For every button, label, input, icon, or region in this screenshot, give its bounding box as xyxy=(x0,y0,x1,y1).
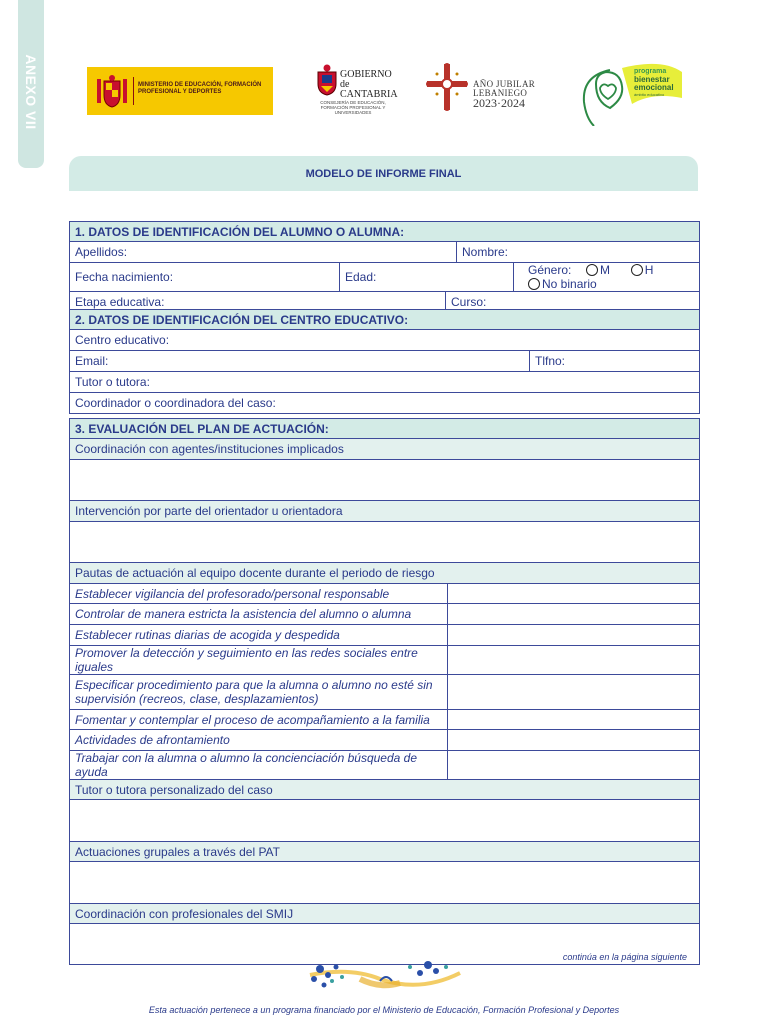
radio-h-label: H xyxy=(644,263,654,277)
document-title: MODELO DE INFORME FINAL xyxy=(69,156,698,191)
row-centro xyxy=(70,330,700,351)
row-coordinacion-answer xyxy=(70,460,700,501)
nombre-field[interactable]: Nombre: xyxy=(457,242,700,263)
bienestar-heart-head-icon xyxy=(582,60,682,126)
section-2-table xyxy=(69,309,700,414)
pauta-row xyxy=(70,675,700,710)
pauta-item: Establecer vigilancia del profesorado/personal responsable xyxy=(70,584,448,604)
programa-word: programa xyxy=(634,68,667,75)
row-pautas-header xyxy=(70,563,700,584)
row-intervencion-header xyxy=(70,501,700,522)
anexo-label: ANEXO VII xyxy=(23,54,39,130)
centro-educativo-field[interactable]: Centro educativo: xyxy=(70,330,700,351)
row-email xyxy=(70,351,700,372)
pauta-item: Trabajar con la alumna o alumno la concienciación búsqueda de ayuda xyxy=(70,751,448,780)
ministerio-name: MINISTERIO DE EDUCACIÓN, FORMACIÓN PROFESIONAL Y DEPORTES xyxy=(138,82,262,95)
pauta-row xyxy=(70,584,700,604)
row-smij-header xyxy=(70,904,700,924)
ambito-educativo-text: ámbito educativo xyxy=(634,92,665,97)
intervencion-orientador-answer[interactable] xyxy=(70,522,700,563)
row-fecha xyxy=(70,263,700,292)
pauta-item: Promover la detección y seguimiento en las redes sociales entre iguales xyxy=(70,646,448,675)
continua-note: continúa en la página siguiente xyxy=(562,952,687,962)
apellidos-field[interactable]: Apellidos: xyxy=(70,242,457,263)
radio-m-label: M xyxy=(600,263,611,277)
cantabria-name-line-3: CANTABRIA xyxy=(340,89,398,100)
section-2-header: 2. DATOS DE IDENTIFICACIÓN DEL CENTRO EDUCATIVO: xyxy=(70,310,700,330)
cantabria-consejeria: CONSEJERÍA DE EDUCACIÓN, FORMACIÓN PROFESIONAL Y UNIVERSIDADES xyxy=(320,100,386,116)
pauta-item: Controlar de manera estricta la asistencia del alumno o alumna xyxy=(70,604,448,625)
tutor-personalizado-label: Tutor o tutora personalizado del caso xyxy=(70,780,700,800)
email-field[interactable]: Email: xyxy=(70,351,530,372)
coordinacion-agentes-label: Coordinación con agentes/instituciones implicados xyxy=(70,439,700,460)
pauta-row xyxy=(70,710,700,730)
section-3-header-row xyxy=(70,419,700,439)
radio-m[interactable] xyxy=(586,264,598,276)
pauta-item: Actividades de afrontamiento xyxy=(70,730,448,751)
gobierno-cantabria-logo xyxy=(315,64,398,122)
ministerio-logo xyxy=(87,67,273,115)
pauta-row xyxy=(70,646,700,675)
pauta-answer[interactable] xyxy=(448,584,700,604)
row-tutor-personalizado-header xyxy=(70,780,700,800)
emocional-word: emocional xyxy=(634,83,674,92)
row-apellidos xyxy=(70,242,700,263)
coordinacion-agentes-answer[interactable] xyxy=(70,460,700,501)
bienestar-word: bienestar xyxy=(634,75,670,84)
pautas-actuacion-label: Pautas de actuación al equipo docente durante el periodo de riesgo xyxy=(70,563,700,584)
fecha-nacimiento-field[interactable]: Fecha nacimiento: xyxy=(70,263,340,292)
jubilar-line-2: LEBANIEGO xyxy=(473,88,528,98)
etapa-educativa-field[interactable]: Etapa educativa: xyxy=(70,292,446,313)
anexo-side-tab xyxy=(18,0,44,168)
radio-no-binario[interactable] xyxy=(528,278,540,290)
radio-h[interactable] xyxy=(631,264,643,276)
row-tutor-personalizado-answer xyxy=(70,800,700,842)
section-2-header-row xyxy=(70,310,700,330)
pauta-item: Establecer rutinas diarias de acogida y despedida xyxy=(70,625,448,646)
pauta-answer[interactable] xyxy=(448,730,700,751)
jubilar-line-1: AÑO JUBILAR xyxy=(473,79,536,89)
jubilar-years: 2023·2024 xyxy=(473,96,525,110)
pauta-row xyxy=(70,625,700,646)
row-tutor xyxy=(70,372,700,393)
tlfno-field[interactable]: Tlfno: xyxy=(530,351,700,372)
radio-no-binario-label: No binario xyxy=(542,277,597,291)
pauta-answer[interactable] xyxy=(448,675,700,710)
actuaciones-pat-label: Actuaciones grupales a través del PAT xyxy=(70,842,700,862)
footer-note: Esta actuación pertenece a un programa financiado por el Ministerio de Educación, Formación Profesional y Deportes xyxy=(148,1005,620,1015)
genero-field xyxy=(514,263,700,292)
cantabria-name-line-2: de xyxy=(340,79,350,90)
pauta-answer[interactable] xyxy=(448,710,700,730)
tutor-personalizado-answer[interactable] xyxy=(70,800,700,842)
row-intervencion-answer xyxy=(70,522,700,563)
edad-field[interactable]: Edad: xyxy=(340,263,514,292)
pauta-row xyxy=(70,751,700,780)
actuaciones-pat-answer[interactable] xyxy=(70,862,700,904)
pauta-answer[interactable] xyxy=(448,604,700,625)
section-1-header: 1. DATOS DE IDENTIFICACIÓN DEL ALUMNO O ALUMNA: xyxy=(70,222,700,242)
pauta-row xyxy=(70,604,700,625)
row-coordinador xyxy=(70,393,700,414)
cantabria-shield-icon xyxy=(316,64,338,96)
section-3-table xyxy=(69,418,700,965)
ano-jubilar-logo xyxy=(425,62,545,114)
pauta-item: Fomentar y contemplar el proceso de acompañamiento a la familia xyxy=(70,710,448,730)
logo-divider xyxy=(133,77,134,105)
coordinador-field[interactable]: Coordinador o coordinadora del caso: xyxy=(70,393,700,414)
pauta-row xyxy=(70,730,700,751)
spain-coat-of-arms-icon xyxy=(95,73,129,109)
pauta-answer[interactable] xyxy=(448,646,700,675)
row-pat-header xyxy=(70,842,700,862)
cantabria-name-line-1: GOBIERNO xyxy=(340,69,392,80)
pauta-answer[interactable] xyxy=(448,625,700,646)
decorative-illustration-icon xyxy=(300,955,470,1003)
cantabria-name xyxy=(340,70,398,100)
pauta-item: Especificar procedimiento para que la alumna o alumno no esté sin supervisión (recreos, clase, desplazamientos) xyxy=(70,675,448,710)
lebaniego-cross-icon xyxy=(425,62,469,112)
pauta-answer[interactable] xyxy=(448,751,700,780)
genero-label: Género: xyxy=(528,263,572,277)
coordinacion-smij-label: Coordinación con profesionales del SMIJ xyxy=(70,904,700,924)
curso-field[interactable]: Curso: xyxy=(446,292,700,313)
programa-bienestar-logo xyxy=(582,60,682,126)
tutor-field[interactable]: Tutor o tutora: xyxy=(70,372,700,393)
row-coordinacion-header xyxy=(70,439,700,460)
section-1-header-row xyxy=(70,222,700,242)
section-1-table xyxy=(69,221,700,313)
row-pat-answer xyxy=(70,862,700,904)
intervencion-orientador-label: Intervención por parte del orientador u orientadora xyxy=(70,501,700,522)
section-3-header: 3. EVALUACIÓN DEL PLAN DE ACTUACIÓN: xyxy=(70,419,700,439)
